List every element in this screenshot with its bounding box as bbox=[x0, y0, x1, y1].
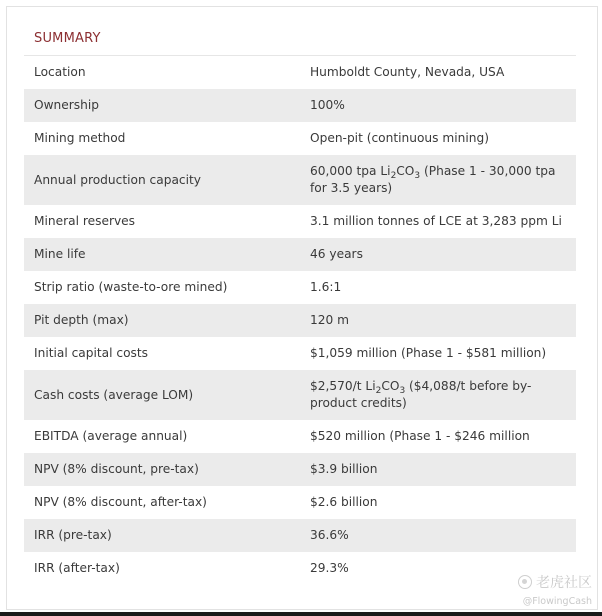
row-label: Location bbox=[34, 65, 86, 79]
row-value: 36.6% bbox=[300, 519, 576, 552]
row-value: $2,570/t $Li_2CO_3$ ($4,088/t before by-product credits) bbox=[300, 370, 576, 420]
table-row bbox=[24, 304, 576, 337]
row-label: Mine life bbox=[24, 238, 300, 271]
row-value: Humboldt County, Nevada, USA bbox=[310, 65, 505, 79]
summary-table bbox=[24, 56, 576, 585]
table-row bbox=[24, 271, 576, 304]
row-label: IRR (pre-tax) bbox=[24, 519, 300, 552]
row-label: Mining method bbox=[34, 131, 126, 145]
row-value: $520 million (Phase 1 - $246 million bbox=[310, 429, 530, 443]
table-row bbox=[24, 420, 576, 453]
row-value: 1.6:1 bbox=[310, 280, 342, 294]
row-label: Strip ratio (waste-to-ore mined) bbox=[34, 280, 228, 294]
row-label: Annual production capacity bbox=[24, 155, 300, 205]
row-label: NPV (8% discount, pre-tax) bbox=[24, 453, 300, 486]
tiger-community-logo-icon bbox=[518, 575, 532, 589]
table-row bbox=[24, 370, 576, 420]
row-value: $3.9 billion bbox=[300, 453, 576, 486]
table-row bbox=[24, 238, 576, 271]
watermark-text: 老虎社区 bbox=[536, 575, 592, 591]
section-title: SUMMARY bbox=[34, 31, 101, 46]
row-label: Cash costs (average LOM) bbox=[24, 370, 300, 420]
row-label: IRR (after-tax) bbox=[34, 561, 120, 575]
row-value: 46 years bbox=[300, 238, 576, 271]
row-label: Ownership bbox=[24, 89, 300, 122]
table-row bbox=[24, 122, 576, 155]
table-row bbox=[24, 89, 576, 122]
row-value: 60,000 tpa $Li_2CO_3$ (Phase 1 - 30,000 tpa for 3.5 years) bbox=[300, 155, 576, 205]
row-value: 100% bbox=[300, 89, 576, 122]
watermark-handle: @FlowingCash bbox=[522, 596, 592, 607]
row-value: Open-pit (continuous mining) bbox=[310, 131, 489, 145]
row-label: Mineral reserves bbox=[34, 214, 136, 228]
table-row bbox=[24, 56, 576, 89]
row-value: $1,059 million (Phase 1 - $581 million) bbox=[310, 346, 547, 360]
table-row bbox=[24, 552, 576, 585]
table-row bbox=[24, 486, 576, 519]
row-value: 120 m bbox=[300, 304, 576, 337]
row-value: 3.1 million tonnes of LCE at 3,283 ppm Li bbox=[310, 214, 562, 228]
bottom-border bbox=[0, 612, 602, 616]
row-value: $2.6 billion bbox=[310, 495, 378, 509]
table-row bbox=[24, 155, 576, 205]
row-value: 29.3% bbox=[310, 561, 349, 575]
table-row bbox=[24, 519, 576, 552]
watermark bbox=[518, 572, 592, 592]
table-row bbox=[24, 205, 576, 238]
row-label: NPV (8% discount, after-tax) bbox=[34, 495, 207, 509]
table-row bbox=[24, 453, 576, 486]
row-label: Pit depth (max) bbox=[24, 304, 300, 337]
row-label: EBITDA (average annual) bbox=[34, 429, 188, 443]
table-row bbox=[24, 337, 576, 370]
row-label: Initial capital costs bbox=[34, 346, 149, 360]
